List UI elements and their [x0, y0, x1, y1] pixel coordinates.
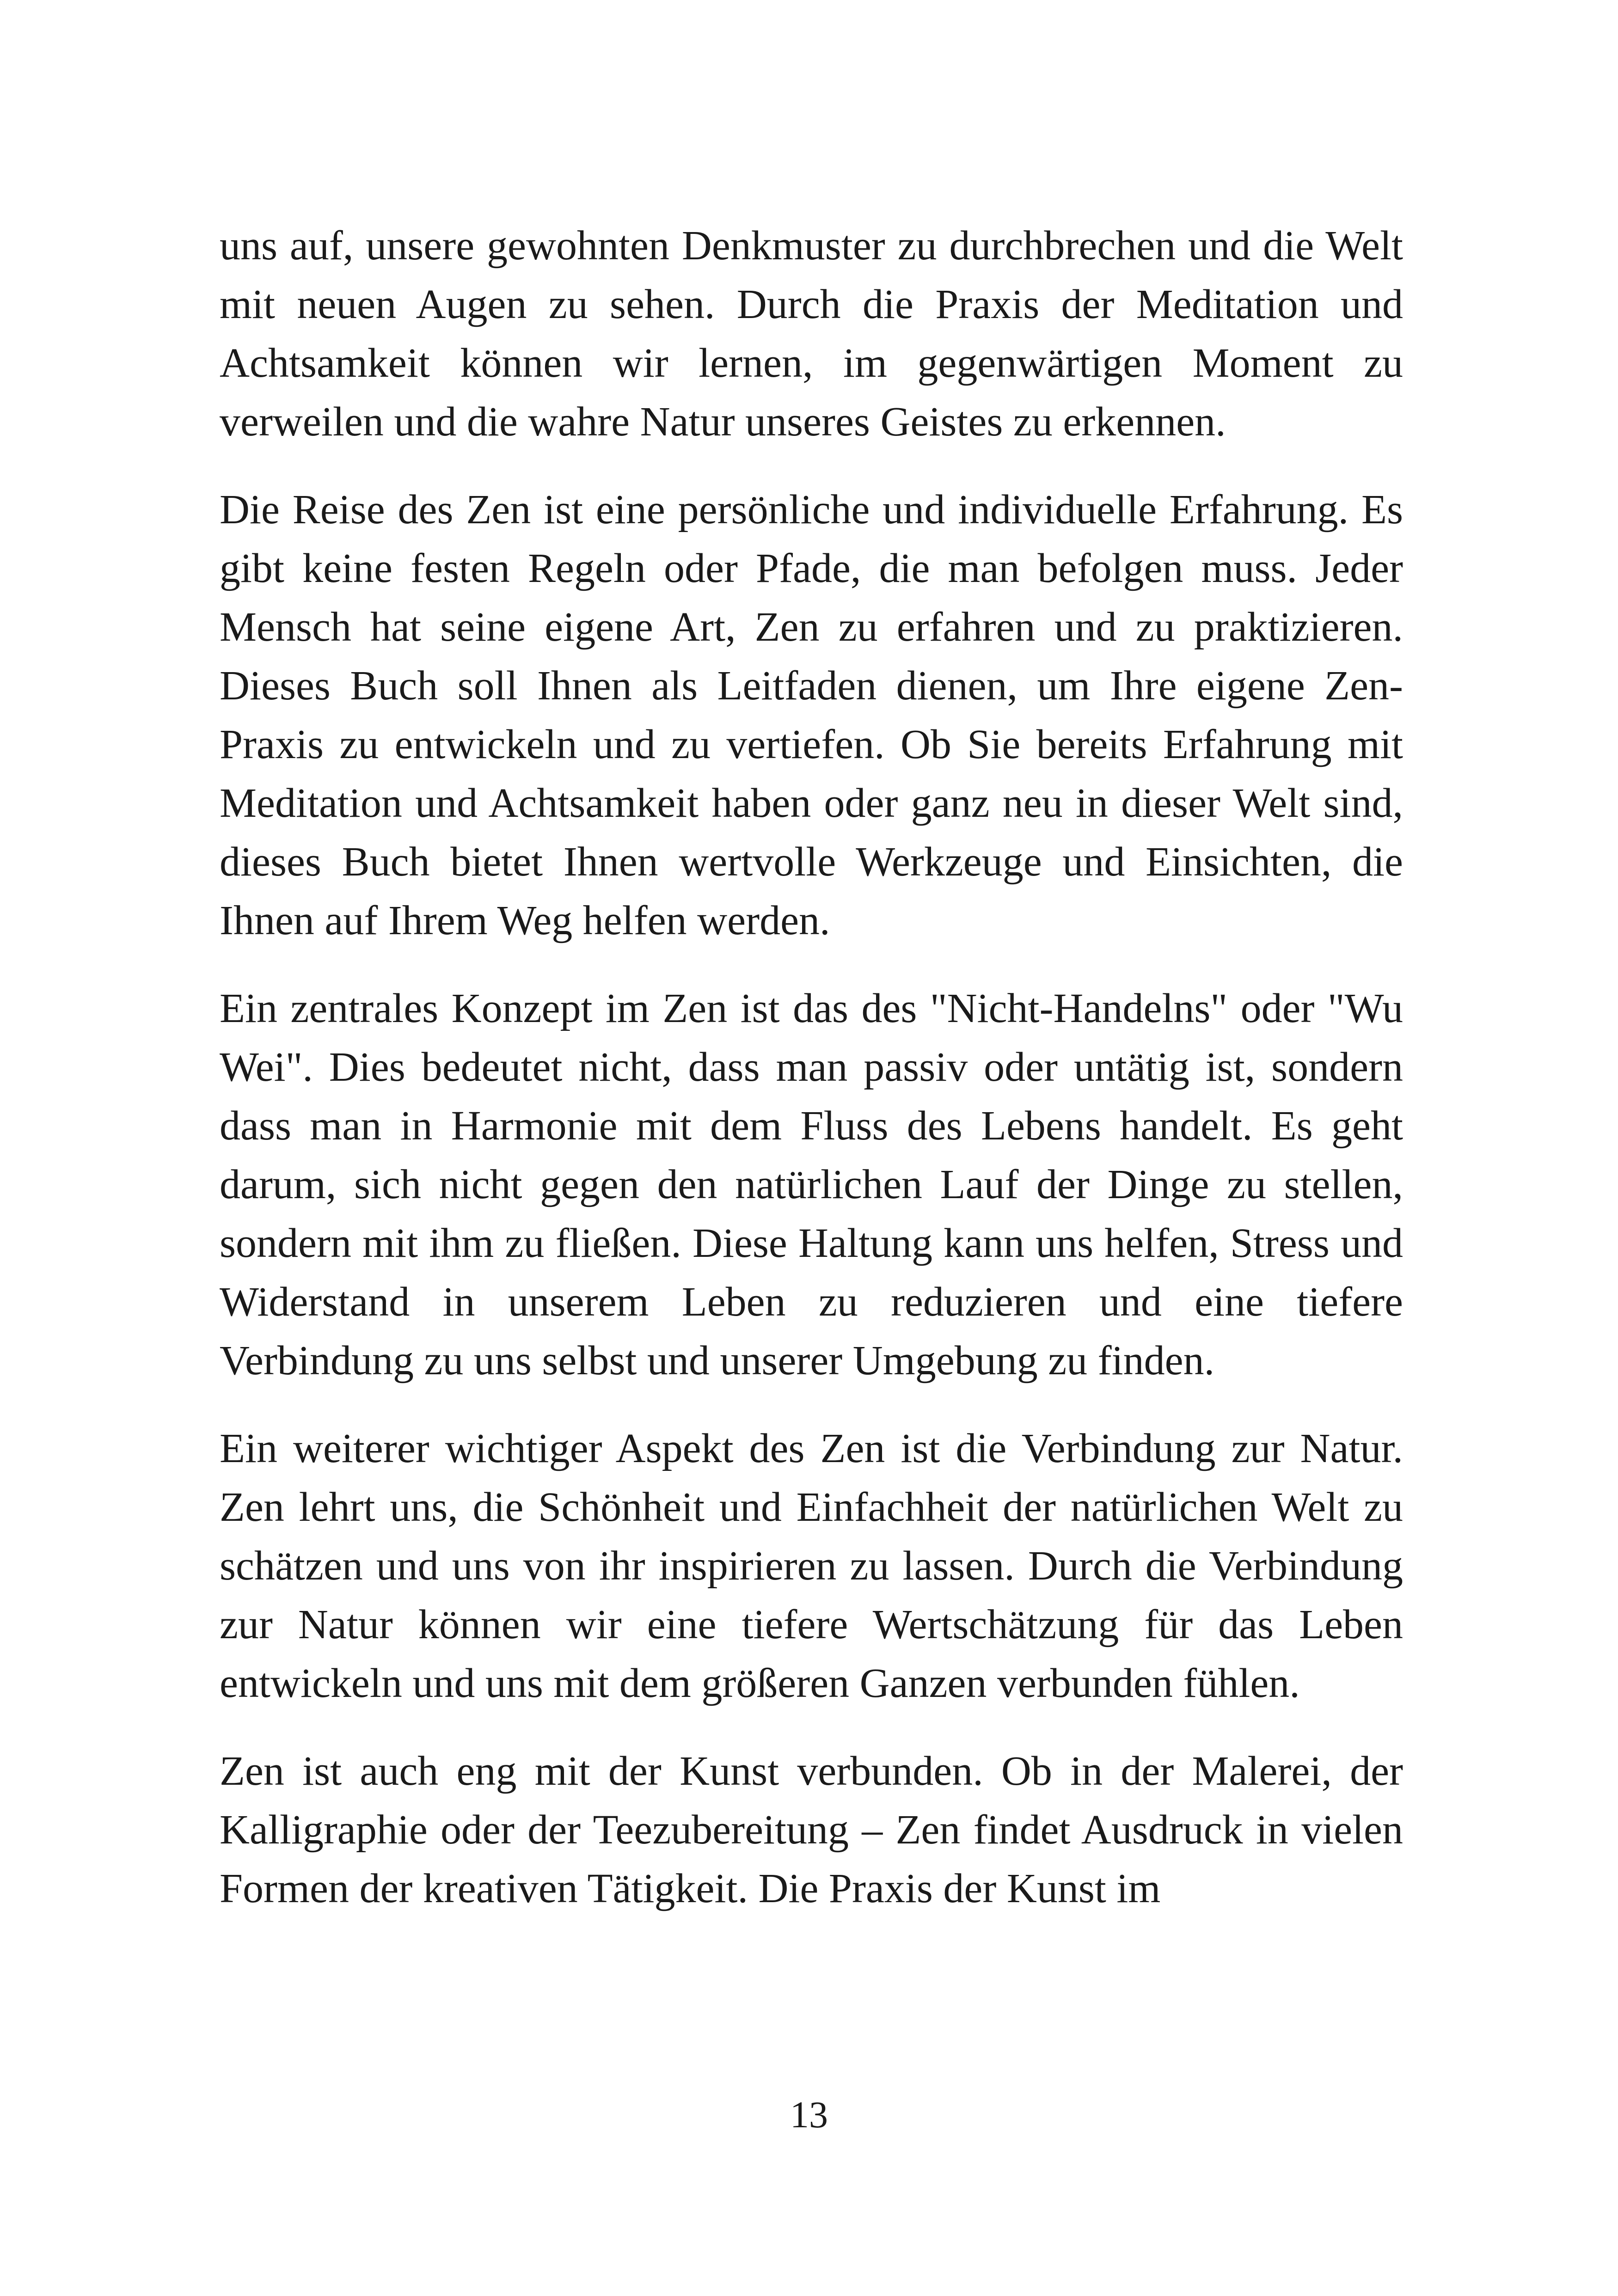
- paragraph-3: Ein zentrales Konzept im Zen ist das des "Nicht-Handelns" oder "Wu Wei". Dies bedeutet nicht, dass man passiv oder untätig ist, sondern dass man in Harmonie mit dem Fluss des Lebens handelt. Es geht darum, sich nicht gegen den natürlichen Lauf der Dinge zu stellen, sondern mit ihm zu fließen. Diese Haltung kann uns helfen, Stress und Widerstand in unserem Leben zu reduzieren und eine tiefere Verbindung zu uns selbst und unserer Umgebung zu finden.: [220, 986, 1403, 1384]
- paragraph-2: Die Reise des Zen ist eine persönliche und individuelle Erfahrung. Es gibt keine festen Regeln oder Pfade, die man befolgen muss. Jeder Mensch hat seine eigene Art, Zen zu erfahren und zu praktizieren. Dieses Buch soll Ihnen als Leitfaden dienen, um Ihre eigene Zen-Praxis zu entwickeln und zu vertiefen. Ob Sie bereits Erfahrung mit Meditation und Achtsamkeit haben oder ganz neu in dieser Welt sind, dieses Buch bietet Ihnen wertvolle Werkzeuge und Einsichten, die Ihnen auf Ihrem Weg helfen werden.: [220, 487, 1403, 943]
- paragraph-4: Ein weiterer wichtiger Aspekt des Zen ist die Verbindung zur Natur. Zen lehrt uns, die Schönheit und Einfachheit der natürlichen Welt zu schätzen und uns von ihr inspirieren zu lassen. Durch die Verbindung zur Natur können wir eine tiefere Wertschätzung für das Leben entwickeln und uns mit dem größeren Ganzen verbunden fühlen.: [220, 1426, 1403, 1706]
- page-number: 13: [790, 2094, 828, 2136]
- paragraph-1: uns auf, unsere gewohnten Denkmuster zu durchbrechen und die Welt mit neuen Augen zu sehen. Durch die Praxis der Meditation und Achtsamkeit können wir lernen, im gegenwärtigen Moment zu verweilen und die wahre Natur unseres Geistes zu erkennen.: [220, 223, 1403, 445]
- paragraph-5: Zen ist auch eng mit der Kunst verbunden. Ob in der Malerei, der Kalligraphie oder der Teezubereitung – Zen findet Ausdruck in vielen Formen der kreativen Tätigkeit. Die Praxis der Kunst im: [220, 1748, 1403, 1911]
- body-text: [220, 216, 1403, 1947]
